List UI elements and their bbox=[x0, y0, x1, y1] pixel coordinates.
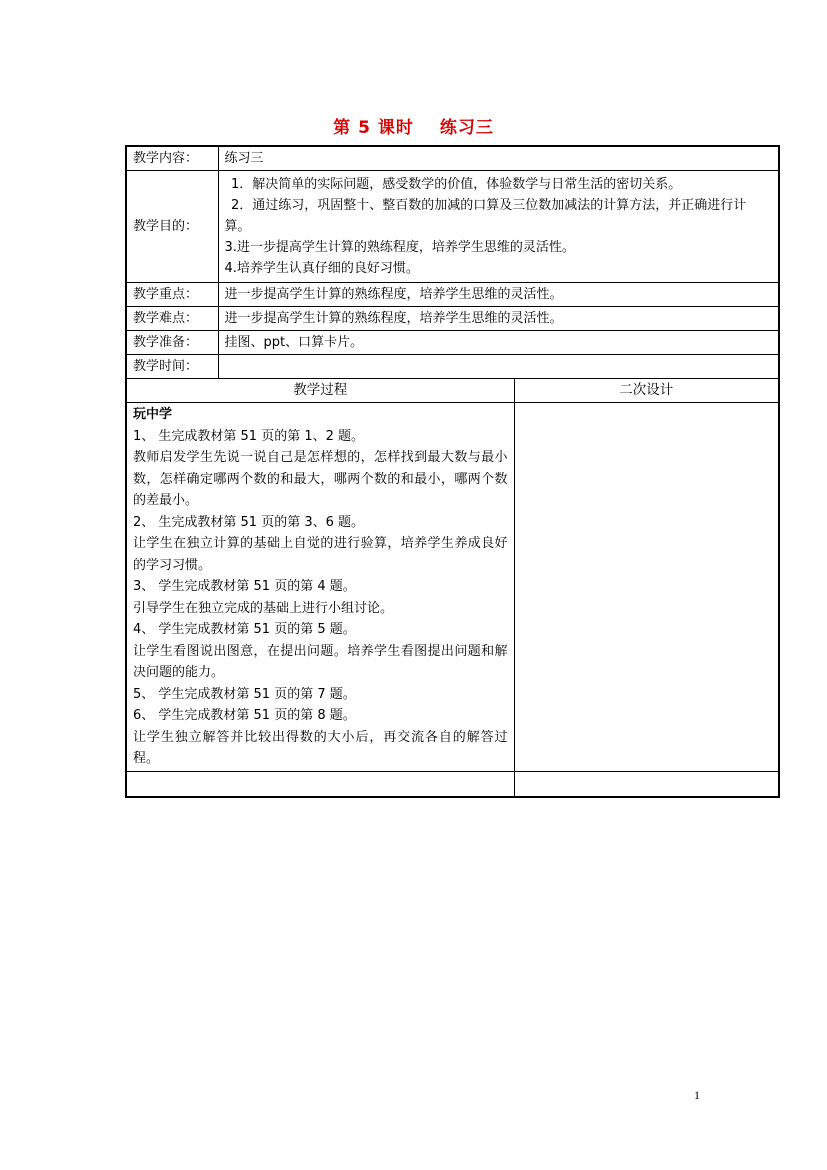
row-content bbox=[126, 146, 779, 171]
key-points-value: 进一步提高学生计算的熟练程度，培养学生思维的灵活性。 bbox=[218, 283, 779, 307]
lesson-number: 第 5 课时 bbox=[333, 118, 414, 138]
process-content bbox=[126, 403, 514, 772]
preparation-value: 挂图、ppt、口算卡片。 bbox=[218, 331, 779, 355]
preparation-label: 教学准备： bbox=[126, 331, 218, 355]
content-label: 教学内容： bbox=[126, 146, 218, 171]
goal-item: 4.培养学生认真仔细的良好习惯。 bbox=[224, 261, 419, 276]
goals-value bbox=[218, 171, 779, 283]
row-time bbox=[126, 355, 779, 379]
content-value: 练习三 bbox=[218, 146, 779, 171]
process-line: 让学生看图说出图意，在提出问题。培养学生看图提出问题和解决问题的能力。 bbox=[133, 643, 508, 680]
process-line: 3、 学生完成教材第 51 页的第 4 题。 bbox=[133, 579, 356, 594]
difficulties-label: 教学难点： bbox=[126, 307, 218, 331]
row-key-points bbox=[126, 283, 779, 307]
process-line: 4、 学生完成教材第 51 页的第 5 题。 bbox=[133, 622, 356, 637]
process-line: 1、 生完成教材第 51 页的第 1、2 题。 bbox=[133, 428, 365, 444]
process-header: 教学过程 bbox=[126, 379, 514, 403]
goal-item: 1．解决简单的实际问题，感受数学的价值，体验数学与日常生活的密切关系。 bbox=[231, 177, 682, 192]
document-title bbox=[0, 113, 827, 138]
empty-process-cell bbox=[126, 771, 514, 797]
time-value bbox=[218, 355, 779, 379]
process-line: 引导学生在独立完成的基础上进行小组讨论。 bbox=[133, 600, 394, 616]
lesson-plan-table bbox=[125, 145, 780, 798]
process-line: 2、 生完成教材第 51 页的第 3、6 题。 bbox=[133, 514, 365, 530]
row-empty bbox=[126, 771, 779, 797]
design-header: 二次设计 bbox=[514, 379, 779, 403]
goal-item: 2．通过练习，巩固整十、整百数的加减的口算及三位数加减法的计算方法，并正确进行计算。 bbox=[224, 198, 747, 234]
goal-item: 3.进一步提高学生计算的熟练程度，培养学生思维的灵活性。 bbox=[224, 240, 575, 255]
row-preparation bbox=[126, 331, 779, 355]
process-line: 5、 学生完成教材第 51 页的第 7 题。 bbox=[133, 686, 356, 702]
process-line: 让学生独立解答并比较出得数的大小后，再交流各自的解答过程。 bbox=[133, 729, 508, 766]
goals-label: 教学目的： bbox=[126, 171, 218, 283]
page-number: 1 bbox=[694, 1088, 700, 1102]
key-points-label: 教学重点： bbox=[126, 283, 218, 307]
time-label: 教学时间： bbox=[126, 355, 218, 379]
empty-design-cell bbox=[514, 771, 779, 797]
process-section-title: 玩中学 bbox=[133, 407, 173, 422]
row-process bbox=[126, 403, 779, 772]
difficulties-value: 进一步提高学生计算的熟练程度，培养学生思维的灵活性。 bbox=[218, 307, 779, 331]
row-goals bbox=[126, 171, 779, 283]
row-column-headers bbox=[126, 379, 779, 403]
process-line: 让学生在独立计算的基础上自觉的进行验算，培养学生养成良好的学习习惯。 bbox=[133, 536, 508, 573]
design-content bbox=[514, 403, 779, 772]
process-line: 6、 学生完成教材第 51 页的第 8 题。 bbox=[133, 708, 356, 723]
row-difficulties bbox=[126, 307, 779, 331]
lesson-topic: 练习三 bbox=[439, 118, 494, 138]
process-line: 教师启发学生先说一说自己是怎样想的，怎样找到最大数与最小数，怎样确定哪两个数的和最大，哪两个数的和最小，哪两个数的差最小。 bbox=[133, 450, 508, 508]
